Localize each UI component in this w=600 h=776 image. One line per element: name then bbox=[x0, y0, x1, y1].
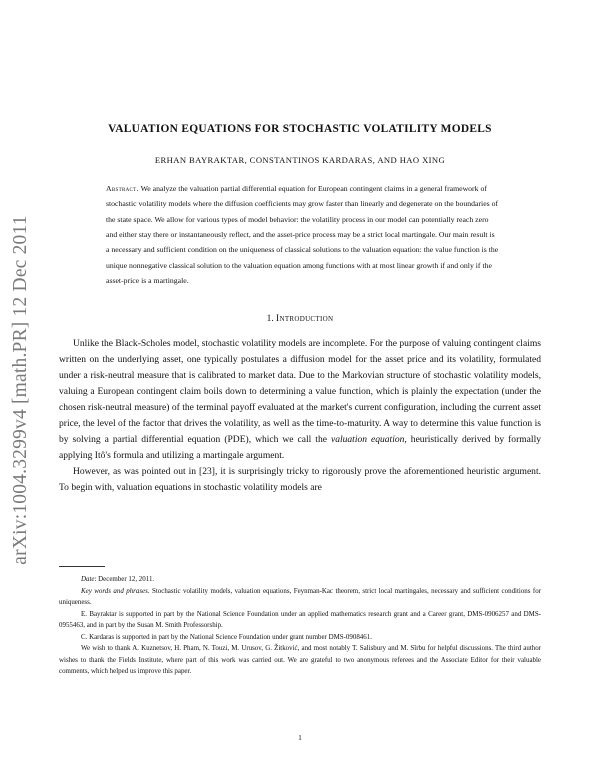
paper-title: VALUATION EQUATIONS FOR STOCHASTIC VOLATILITY MODELS bbox=[108, 123, 492, 135]
footnote-acknowledgements: We wish to thank A. Kuznetsov, H. Pham, N. Touzi, M. Urusov, G. Žitković, and most notably T. Salisbury and M. Sîrbu for helpful discussions. The third author wishes to thank the Fields Institute, where part of this work was carried out. We are grateful to two anonymous referees and the Associate Editor for their valuable comments, which helped us improve this paper. bbox=[59, 644, 541, 676]
abstract bbox=[106, 181, 500, 288]
footnote-keywords-text: Stochastic volatility models, valuation equations, Feynman-Kac theorem, strict local martingales, necessary and sufficient conditions for uniqueness. bbox=[59, 586, 541, 607]
abstract-label: Abstract. bbox=[106, 184, 139, 193]
paragraph-text: However, as was pointed out in [23], it is surprisingly tricky to rigorously prove the aforementioned heuristic argument. To begin with, valuation equations in stochastic volatility models are bbox=[59, 465, 541, 493]
arxiv-identifier: arXiv:1004.3299v4 [math.PR] 12 Dec 2011 bbox=[10, 215, 31, 565]
abstract-text: We analyze the valuation partial differential equation for European contingent claims in a general framework of stochastic volatility models where the diffusion coefficients may grow faster than linearly and degenerate on the boundaries of the state space. We allow for various types of model behavior: the volatility process in our model can potentially reach zero and either stay there or instantaneously reflect, and the asset-price process may be a strict local martingale. Our main result is a necessary and sufficient condition on the uniqueness of classical solutions to the valuation equation: the value function is the unique nonnegative classical solution to the valuation equation among functions with at most linear growth if and only if the asset-price is a martingale. bbox=[106, 184, 499, 286]
footnote-keywords-label: Key words and phrases. bbox=[81, 586, 150, 595]
paragraph-text: Unlike the Black-Scholes model, stochastic volatility models are incomplete. For the purpose of valuing contingent claims written on the underlying asset, one typically postulates a diffusion model for the asset price and its volatility, formulated under a risk-neutral measure that is calibrated to market data. Due to the Markovian structure of stochastic volatility models, valuing a European contingent claim boils down to determining a value function, which is plainly the expectation (under the chosen risk-neutral measure) of the terminal payoff evaluated at the market's current configuration, including the current asset price, the level of the factor that drives the volatility, as well as the time-to-maturity. A way to determine this value function is by solving a partial differential equation (PDE), which we call the bbox=[59, 338, 541, 445]
footnote-date bbox=[59, 574, 541, 586]
page-number: 1 bbox=[298, 733, 302, 742]
arxiv-sidebar-stamp bbox=[4, 180, 38, 600]
footnote-keywords bbox=[59, 586, 541, 609]
footnote-rule bbox=[59, 566, 105, 567]
section-heading bbox=[0, 314, 600, 324]
emphasized-term: valuation equation bbox=[330, 433, 405, 445]
paragraph-text: , heuristically derived by formally applying Itô's formula and utilizing a martingale argument. bbox=[59, 433, 541, 461]
section-title: Introduction bbox=[276, 314, 334, 324]
paragraph bbox=[59, 336, 541, 464]
paper-authors: ERHAN BAYRAKTAR, CONSTANTINOS KARDARAS, AND HAO XING bbox=[154, 155, 446, 165]
section-number: 1. bbox=[266, 314, 274, 324]
footnote-date-value: : December 12, 2011. bbox=[94, 575, 155, 583]
footnote-funding-bayraktar: E. Bayraktar is supported in part by the National Science Foundation under an applied mathematics research grant and a Career grant, DMS-0906257 and DMS-0955463, and in part by the Susan M. Smith Professorship. bbox=[59, 609, 541, 630]
body-text bbox=[59, 336, 541, 496]
footnote-date-label: Date bbox=[81, 575, 95, 583]
footnote-funding-kardaras: C. Kardaras is supported in part by the National Science Foundation under grant number DMS-0908461. bbox=[81, 632, 372, 641]
paragraph bbox=[59, 464, 541, 496]
footnotes bbox=[59, 574, 541, 678]
